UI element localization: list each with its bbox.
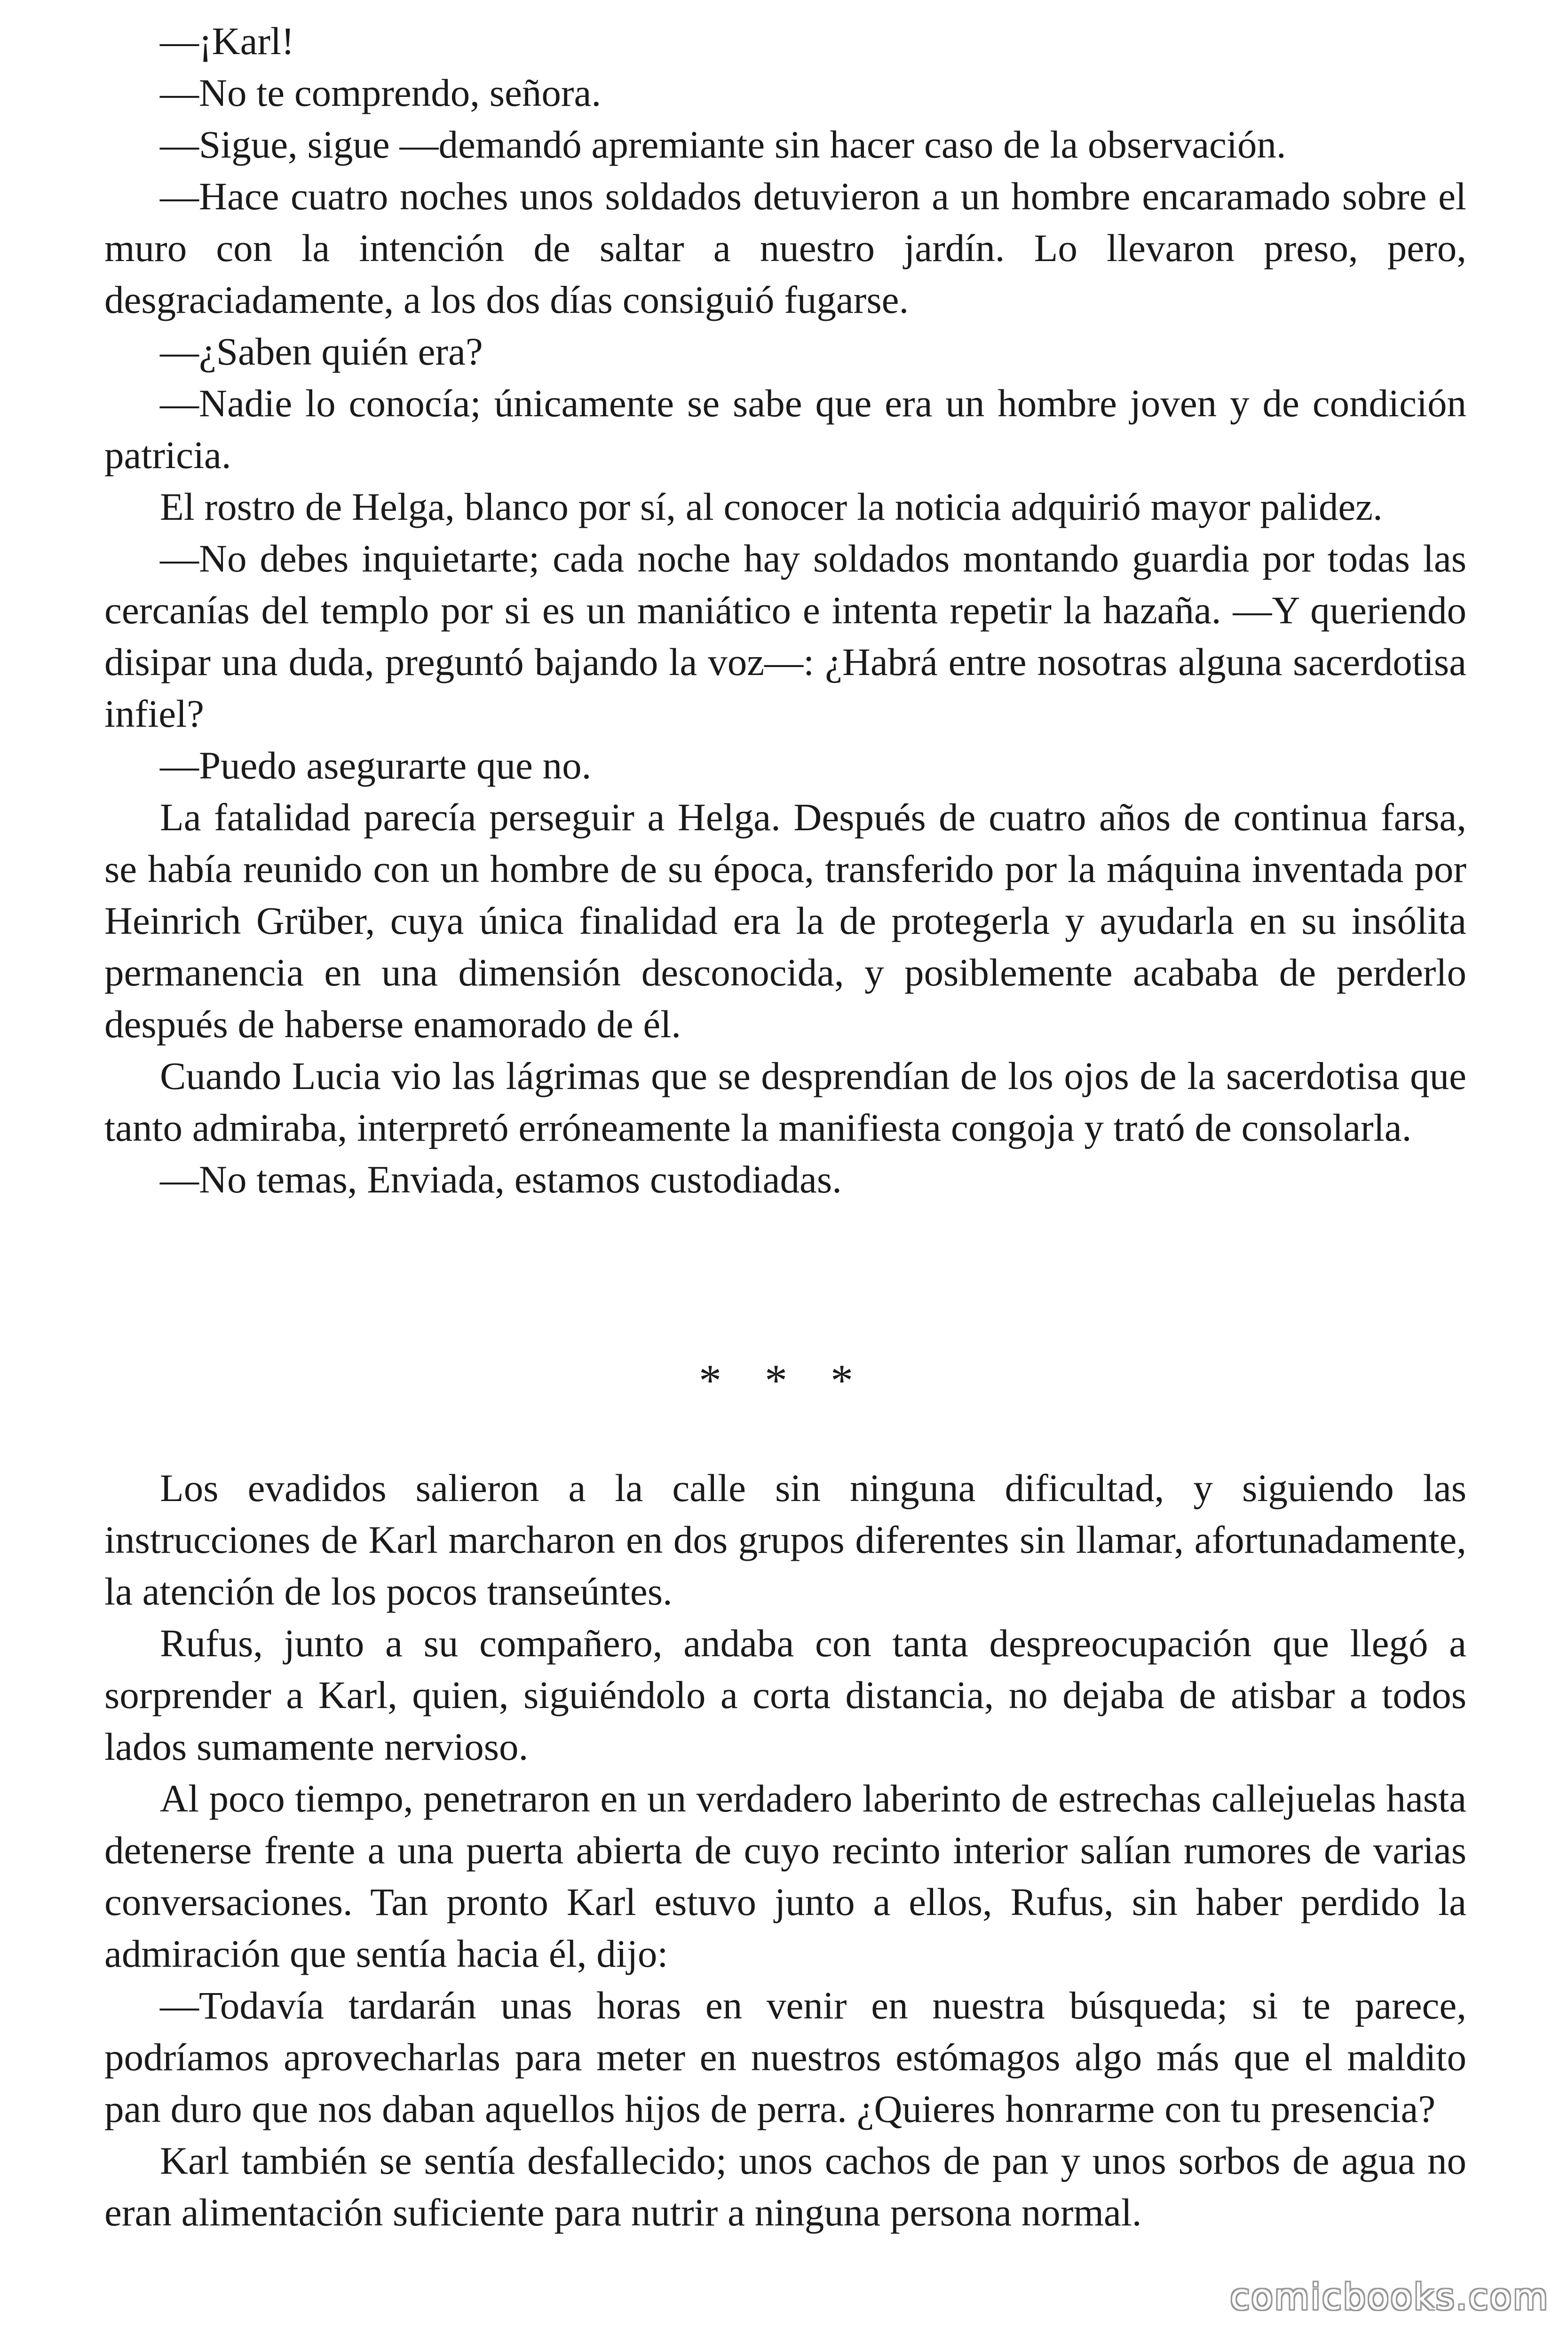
paragraph: El rostro de Helga, blanco por sí, al conocer la noticia adquirió mayor palidez. <box>160 485 1383 528</box>
text-block-bottom <box>104 1462 1466 2238</box>
text-block-top <box>104 15 1466 1205</box>
paragraph: Rufus, junto a su compañero, andaba con tanta despreocupación que llegó a sorprender a Karl, quien, siguiéndolo a corta distancia, no dejaba de atisbar a todos lados sumamente nervioso. <box>104 1621 1466 1768</box>
paragraph: —¡Karl! <box>160 19 294 63</box>
paragraph: —Puedo asegurarte que no. <box>160 744 592 787</box>
paragraph: —Todavía tardarán unas horas en venir en nuestra búsqueda; si te parece, podríamos aprovecharlas para meter en nuestros estómagos algo más que el maldito pan duro que nos daban aquellos hijos de perra. ¿Quieres honrarme con tu presencia? <box>104 1984 1466 2130</box>
paragraph: Cuando Lucia vio las lágrimas que se desprendían de los ojos de la sacerdotisa que tanto admiraba, interpretó erróneamente la manifiesta congoja y trató de consolarla. <box>104 1054 1466 1149</box>
paragraph: Los evadidos salieron a la calle sin ninguna dificultad, y siguiendo las instrucciones de Karl marcharon en dos grupos diferentes sin llamar, afortunadamente, la atención de los pocos transeúntes. <box>104 1466 1466 1613</box>
paragraph: —No debes inquietarte; cada noche hay soldados montando guardia por todas las cercanías del templo por si es un maniático e intenta repetir la hazaña. —Y queriendo disipar una duda, preguntó bajando la voz—: ¿Habrá entre nosotras alguna sacerdotisa infiel? <box>104 537 1466 735</box>
paragraph: —Nadie lo conocía; únicamente se sabe que era un hombre joven y de condición patricia. <box>104 381 1466 477</box>
paragraph: —No te comprendo, señora. <box>160 71 602 114</box>
watermark: comicbooks.com <box>1230 2276 1549 2318</box>
paragraph: —Hace cuatro noches unos soldados detuvieron a un hombre encaramado sobre el muro con la intención de saltar a nuestro jardín. Lo llevaron preso, pero, desgraciadamente, a los dos días consiguió fugarse. <box>104 175 1466 321</box>
paragraph: —Sigue, sigue —demandó apremiante sin hacer caso de la observación. <box>160 123 1286 166</box>
paragraph: Karl también se sentía desfallecido; unos cachos de pan y unos sorbos de agua no eran alimentación suficiente para nutrir a ninguna persona normal. <box>104 2139 1466 2234</box>
paragraph: —¿Saben quién era? <box>160 330 483 373</box>
paragraph: La fatalidad parecía perseguir a Helga. Después de cuatro años de continua farsa, se había reunido con un hombre de su época, transferido por la máquina inventada por Heinrich Grüber, cuya única finalidad era la de protegerla y ayudarla en su insólita permanencia en una dimensión desconocida, y posiblemente acababa de perderlo después de haberse enamorado de él. <box>104 795 1466 1046</box>
section-separator: * * * <box>699 1355 869 1406</box>
paragraph: Al poco tiempo, penetraron en un verdadero laberinto de estrechas callejuelas hasta detenerse frente a una puerta abierta de cuyo recinto interior salían rumores de varias conversaciones. Tan pronto Karl estuvo junto a ellos, Rufus, sin haber perdido la admiración que sentía hacia él, dijo: <box>104 1777 1466 1975</box>
paragraph: —No temas, Enviada, estamos custodiadas. <box>160 1158 842 1201</box>
